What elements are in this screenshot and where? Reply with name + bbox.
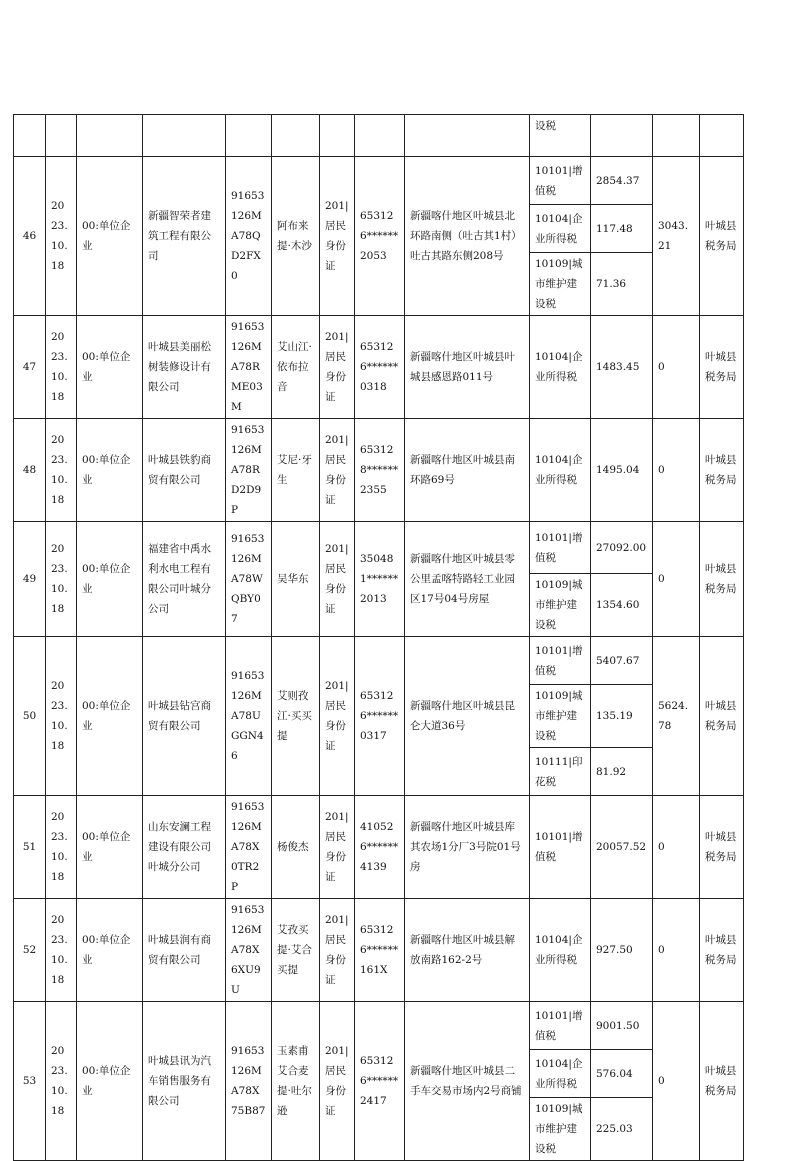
authority-cell: 叶城县税务局 (700, 899, 744, 1002)
tax-item-cell: 10101|增值税 (530, 637, 591, 685)
date-cell: 2023.10.18 (46, 522, 77, 637)
tax-amount-cell: 135.19 (591, 685, 653, 748)
authority-cell: 叶城县税务局 (700, 419, 744, 522)
tax-item-cell: 10109|城市维护建设税 (530, 574, 591, 637)
cont-tax-item: 设税 (530, 115, 591, 157)
tax-amount-cell: 1354.60 (591, 574, 653, 637)
tax-item-cell: 10101|增值税 (530, 796, 591, 899)
cont-cell (405, 115, 530, 157)
tax-amount-cell: 225.03 (591, 1098, 653, 1161)
tax-item-cell: 10104|企业所得税 (530, 205, 591, 253)
tax-amount-cell: 20057.52 (591, 796, 653, 899)
company-name-cell: 叶城县讯为汽车销售服务有限公司 (143, 1002, 226, 1161)
date-cell: 2023.10.18 (46, 157, 77, 316)
address-cell: 新疆喀什地区叶城县叶城县感恩路011号 (405, 316, 530, 419)
credit-code-cell: 91653126MA78RME03M (226, 316, 272, 419)
credit-code-cell: 91653126MA78X0TR2P (226, 796, 272, 899)
address-cell: 新疆喀什地区叶城县昆仑大道36号 (405, 637, 530, 796)
total-cell: 0 (653, 522, 700, 637)
cont-cell (272, 115, 320, 157)
tax-item-cell: 10109|城市维护建设税 (530, 253, 591, 316)
unit-type-cell: 00:单位企业 (77, 316, 143, 419)
id-type-cell: 201|居民身份证 (320, 316, 355, 419)
credit-code-cell: 91653126MA78QD2FX0 (226, 157, 272, 316)
tax-item-cell: 10111|印花税 (530, 748, 591, 796)
cont-cell (700, 115, 744, 157)
cont-cell (77, 115, 143, 157)
table-row (14, 637, 744, 685)
tax-item-cell: 10101|增值税 (530, 522, 591, 574)
unit-type-cell: 00:单位企业 (77, 899, 143, 1002)
tax-amount-cell: 117.48 (591, 205, 653, 253)
tax-amount-cell: 576.04 (591, 1050, 653, 1098)
seq-cell: 49 (14, 522, 46, 637)
id-type-cell: 201|居民身份证 (320, 637, 355, 796)
tax-item-cell: 10104|企业所得税 (530, 419, 591, 522)
tax-item-cell: 10104|企业所得税 (530, 899, 591, 1002)
authority-cell: 叶城县税务局 (700, 316, 744, 419)
table-row (14, 796, 744, 899)
total-cell: 5624.78 (653, 637, 700, 796)
cont-cell (143, 115, 226, 157)
date-cell: 2023.10.18 (46, 899, 77, 1002)
tax-amount-cell: 5407.67 (591, 637, 653, 685)
unit-type-cell: 00:单位企业 (77, 637, 143, 796)
seq-cell: 50 (14, 637, 46, 796)
address-cell: 新疆喀什地区叶城县库其农场1分厂3号院01号房 (405, 796, 530, 899)
address-cell: 新疆喀什地区叶城县南环路69号 (405, 419, 530, 522)
date-cell: 2023.10.18 (46, 316, 77, 419)
credit-code-cell: 91653126MA78X6XU9U (226, 899, 272, 1002)
id-type-cell: 201|居民身份证 (320, 419, 355, 522)
id-number-cell: 653126******0317 (355, 637, 405, 796)
representative-cell: 艾尼·牙生 (272, 419, 320, 522)
date-cell: 2023.10.18 (46, 419, 77, 522)
table-row (14, 522, 744, 574)
seq-cell: 48 (14, 419, 46, 522)
total-cell: 0 (653, 316, 700, 419)
unit-type-cell: 00:单位企业 (77, 157, 143, 316)
id-type-cell: 201|居民身份证 (320, 157, 355, 316)
continuation-row (14, 115, 744, 157)
date-cell: 2023.10.18 (46, 796, 77, 899)
id-number-cell: 653126******2417 (355, 1002, 405, 1161)
seq-cell: 47 (14, 316, 46, 419)
address-cell: 新疆喀什地区叶城县解放南路162-2号 (405, 899, 530, 1002)
cont-cell (320, 115, 355, 157)
unit-type-cell: 00:单位企业 (77, 419, 143, 522)
cont-cell (14, 115, 46, 157)
tax-item-cell: 10101|增值税 (530, 1002, 591, 1050)
id-type-cell: 201|居民身份证 (320, 1002, 355, 1161)
credit-code-cell: 91653126MA78UGGN46 (226, 637, 272, 796)
seq-cell: 46 (14, 157, 46, 316)
representative-cell: 阿布来提·木沙 (272, 157, 320, 316)
unit-type-cell: 00:单位企业 (77, 522, 143, 637)
seq-cell: 52 (14, 899, 46, 1002)
seq-cell: 51 (14, 796, 46, 899)
table-row (14, 157, 744, 205)
seq-cell: 53 (14, 1002, 46, 1161)
cont-cell (355, 115, 405, 157)
cont-cell (46, 115, 77, 157)
tax-item-cell: 10104|企业所得税 (530, 316, 591, 419)
representative-cell: 杨俊杰 (272, 796, 320, 899)
tax-amount-cell: 1483.45 (591, 316, 653, 419)
id-number-cell: 653126******161X (355, 899, 405, 1002)
representative-cell: 艾则孜江·买买提 (272, 637, 320, 796)
company-name-cell: 新疆智荣者建筑工程有限公司 (143, 157, 226, 316)
tax-amount-cell: 81.92 (591, 748, 653, 796)
unit-type-cell: 00:单位企业 (77, 796, 143, 899)
credit-code-cell: 91653126MA78RD2D9P (226, 419, 272, 522)
total-cell: 3043.21 (653, 157, 700, 316)
id-number-cell: 653126******0318 (355, 316, 405, 419)
table-row (14, 316, 744, 419)
address-cell: 新疆喀什地区叶城县零公里孟喀特路轻工业园区17号04号房屋 (405, 522, 530, 637)
table-row (14, 419, 744, 522)
unit-type-cell: 00:单位企业 (77, 1002, 143, 1161)
date-cell: 2023.10.18 (46, 1002, 77, 1161)
total-cell: 0 (653, 1002, 700, 1161)
company-name-cell: 叶城县润有商贸有限公司 (143, 899, 226, 1002)
id-type-cell: 201|居民身份证 (320, 899, 355, 1002)
tax-amount-cell: 9001.50 (591, 1002, 653, 1050)
tax-item-cell: 10109|城市维护建设税 (530, 685, 591, 748)
authority-cell: 叶城县税务局 (700, 522, 744, 637)
total-cell: 0 (653, 899, 700, 1002)
authority-cell: 叶城县税务局 (700, 157, 744, 316)
tax-amount-cell: 27092.00 (591, 522, 653, 574)
representative-cell: 艾孜买提·艾合买提 (272, 899, 320, 1002)
id-number-cell: 410526******4139 (355, 796, 405, 899)
representative-cell: 艾山江·依布拉音 (272, 316, 320, 419)
table-row (14, 899, 744, 1002)
table-body (14, 115, 744, 1161)
tax-arrears-table (13, 114, 744, 1161)
cont-cell (226, 115, 272, 157)
tax-amount-cell: 71.36 (591, 253, 653, 316)
cont-cell (591, 115, 653, 157)
representative-cell: 玉素甫艾合麦提·吐尔逊 (272, 1002, 320, 1161)
company-name-cell: 福建省中禹水利水电工程有限公司叶城分公司 (143, 522, 226, 637)
total-cell: 0 (653, 796, 700, 899)
tax-amount-cell: 2854.37 (591, 157, 653, 205)
address-cell: 新疆喀什地区叶城县二手车交易市场内2号商铺 (405, 1002, 530, 1161)
id-number-cell: 653126******2053 (355, 157, 405, 316)
company-name-cell: 叶城县美丽松树装修设计有限公司 (143, 316, 226, 419)
id-number-cell: 653128******2355 (355, 419, 405, 522)
cont-cell (653, 115, 700, 157)
tax-item-cell: 10104|企业所得税 (530, 1050, 591, 1098)
company-name-cell: 山东安澜工程建设有限公司叶城分公司 (143, 796, 226, 899)
table-row (14, 1002, 744, 1050)
id-type-cell: 201|居民身份证 (320, 522, 355, 637)
total-cell: 0 (653, 419, 700, 522)
authority-cell: 叶城县税务局 (700, 796, 744, 899)
credit-code-cell: 91653126MA78WQBY07 (226, 522, 272, 637)
credit-code-cell: 91653126MA78X75B87 (226, 1002, 272, 1161)
address-cell: 新疆喀什地区叶城县北环路南侧（吐古其1村）吐古其路东侧208号 (405, 157, 530, 316)
representative-cell: 吴华东 (272, 522, 320, 637)
tax-amount-cell: 1495.04 (591, 419, 653, 522)
tax-item-cell: 10109|城市维护建设税 (530, 1098, 591, 1161)
company-name-cell: 叶城县铁豹商贸有限公司 (143, 419, 226, 522)
company-name-cell: 叶城县钻宫商贸有限公司 (143, 637, 226, 796)
date-cell: 2023.10.18 (46, 637, 77, 796)
id-type-cell: 201|居民身份证 (320, 796, 355, 899)
tax-amount-cell: 927.50 (591, 899, 653, 1002)
id-number-cell: 350481******2013 (355, 522, 405, 637)
authority-cell: 叶城县税务局 (700, 637, 744, 796)
tax-item-cell: 10101|增值税 (530, 157, 591, 205)
authority-cell: 叶城县税务局 (700, 1002, 744, 1161)
